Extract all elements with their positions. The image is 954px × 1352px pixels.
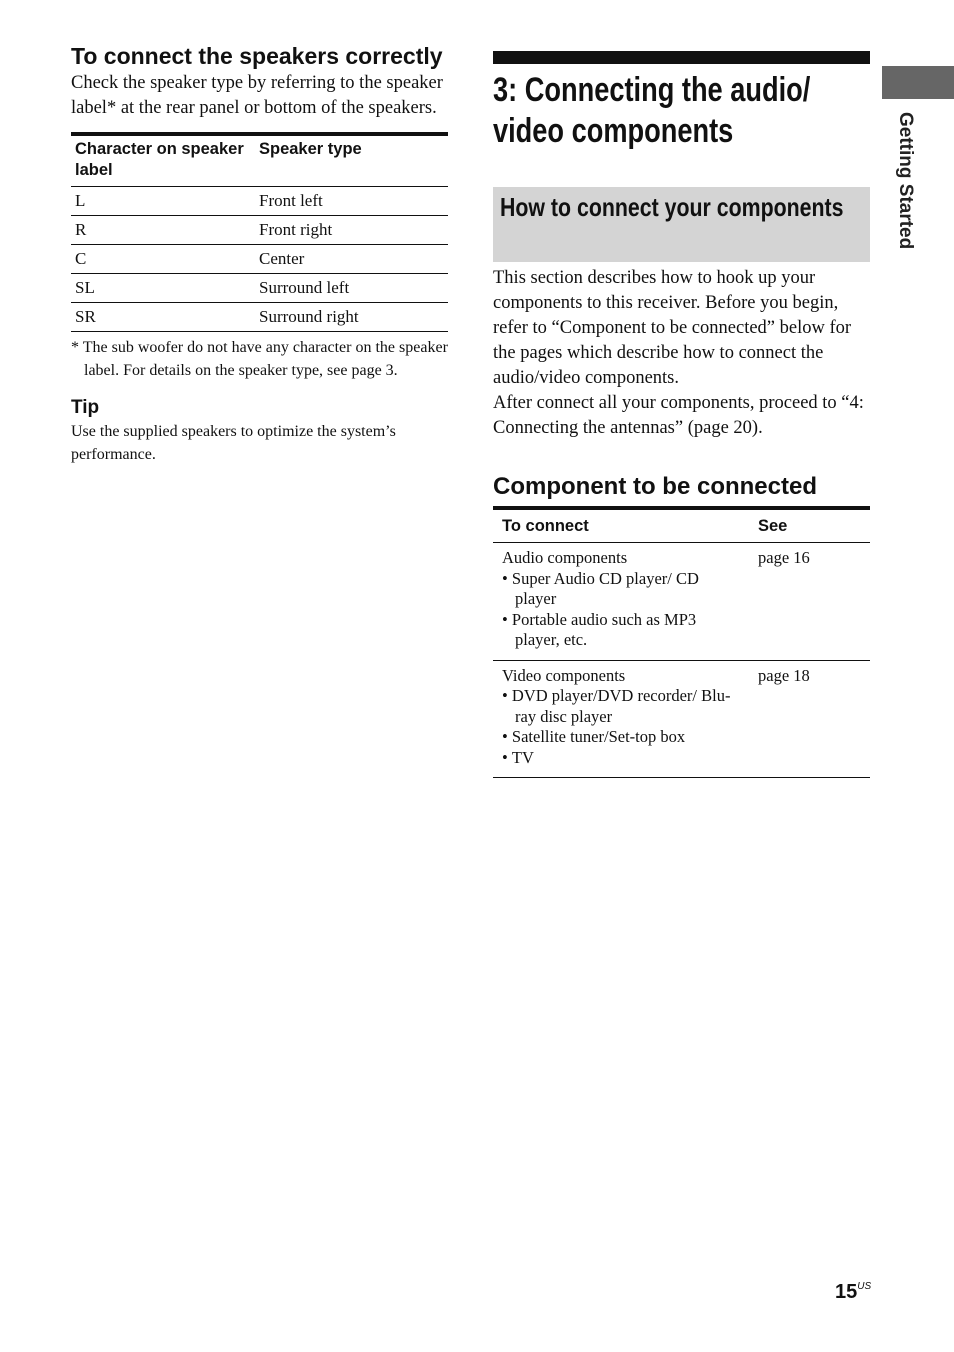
table-row [493,660,870,778]
component-cell [493,543,749,661]
speaker-type-cell: Front left [255,187,448,216]
table-row [71,187,448,216]
section-tab-marker [882,66,954,99]
speaker-type-cell: Front right [255,216,448,245]
table-row [71,245,448,274]
tip-text: Use the supplied speakers to optimize the system’s performance. [71,423,396,463]
component-heading: Component to be connected [493,473,817,500]
section-heading-box [493,187,870,262]
right-column [493,51,870,778]
chapter-title: 3: Connecting the audio/ video components [493,71,811,150]
list-item: • TV [502,747,534,767]
list-item: • Portable audio such as MP3 player, etc. [502,609,697,649]
table-row [71,303,448,332]
table-row [493,543,870,661]
list-item: • Super Audio CD player/ CD player [502,568,699,608]
page-number: $15^{US}$ [835,1281,872,1303]
speaker-label-cell: SR [71,303,255,332]
section-tab-label: Getting Started [895,112,916,250]
speaker-type-cell: Surround left [255,274,448,303]
component-category: Audio components [502,548,628,567]
left-column [71,44,448,466]
component-table-header-see: See [749,508,870,543]
speaker-intro: Check the speaker type by referring to the speaker label* at the rear panel or bottom of the speakers. [71,73,443,118]
page-number-suffix: US [857,1281,872,1292]
component-table [493,506,870,778]
speaker-label-cell: L [71,187,255,216]
title-rule [493,51,870,64]
speaker-label-cell: R [71,216,255,245]
page-reference-cell: page 16 [749,543,870,661]
component-cell [493,660,749,778]
speaker-section-heading: To connect the speakers correctly [71,43,443,69]
page-reference-cell: page 18 [749,660,870,778]
speaker-label-cell: SL [71,274,255,303]
component-category: Video components [502,665,626,685]
component-table-header-connect: To connect [493,508,749,543]
table-row [71,216,448,245]
section-heading: How to connect your components [500,192,844,222]
list-item: • Satellite tuner/Set-top box [502,727,686,746]
speaker-label-cell: C [71,245,255,274]
intro-paragraph: This section describes how to hook up your components to this receiver. Before you begin, refer to “Component to be connected” below for the pages which describe how to connect the audio/video components. [493,268,852,388]
speaker-table-header-type: Speaker type [255,134,448,187]
speaker-table-header-character: Character on speaker label [71,134,255,187]
speaker-footnote: * The sub woofer do not have any character on the speaker label. For details on the speaker type, see page 3. [71,339,448,379]
tip-heading: Tip [71,397,100,418]
speaker-table [71,132,448,332]
proceed-paragraph: After connect all your components, proceed to “4: Connecting the antennas” (page 20). [493,393,864,438]
list-item: • DVD player/DVD recorder/ Blu-ray disc player [502,686,731,726]
speaker-type-cell: Center [255,245,448,274]
speaker-type-cell: Surround right [255,303,448,332]
table-row [71,274,448,303]
